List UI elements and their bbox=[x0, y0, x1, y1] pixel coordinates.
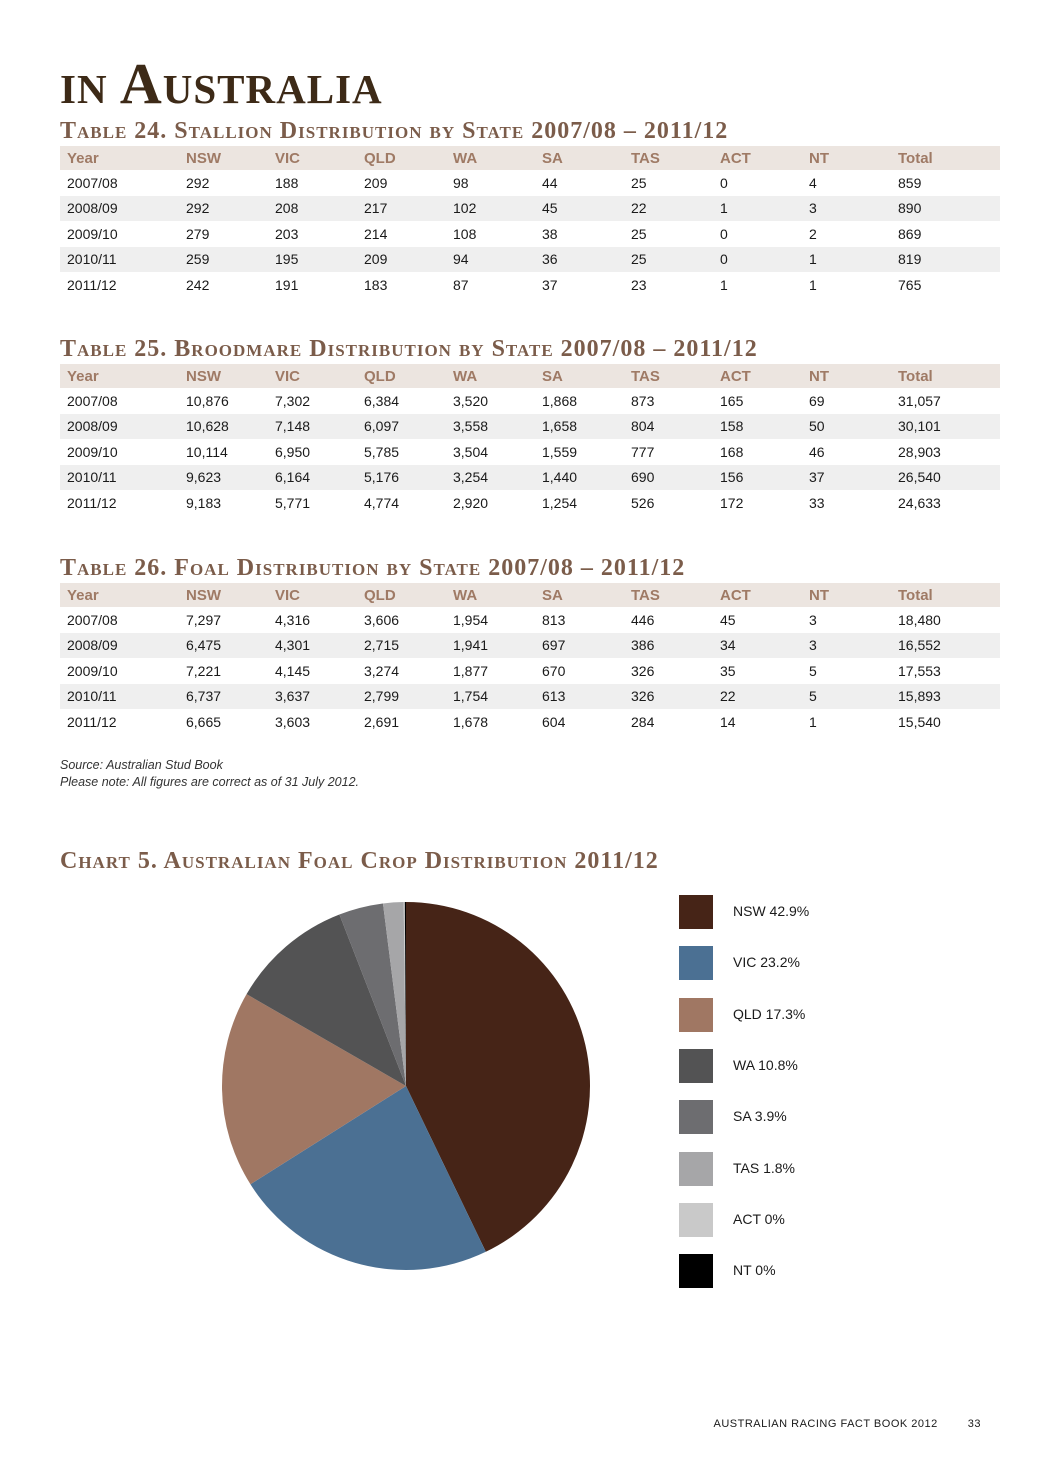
table-row bbox=[60, 607, 1000, 633]
cell-wa: 94 bbox=[446, 247, 535, 273]
table-header-row bbox=[60, 146, 1000, 170]
cell-nt: 50 bbox=[802, 414, 891, 440]
cell-nsw: 242 bbox=[186, 276, 210, 293]
column-header-wa: WA bbox=[446, 364, 535, 388]
table-row bbox=[60, 658, 1000, 684]
cell-tas: 25 bbox=[631, 174, 647, 191]
legend-swatch bbox=[679, 1100, 713, 1134]
cell-act: 1 bbox=[720, 276, 728, 293]
table-row bbox=[60, 247, 1000, 273]
cell-qld: 183 bbox=[364, 276, 388, 293]
stallion-table bbox=[60, 146, 1000, 298]
cell-tas: 326 bbox=[624, 684, 713, 710]
legend-item-tas bbox=[679, 1152, 879, 1186]
cell-act: 45 bbox=[720, 611, 736, 628]
legend-label: NSW 42.9% bbox=[733, 903, 810, 919]
cell-sa: 44 bbox=[542, 174, 558, 191]
cell-year: 2007/08 bbox=[67, 174, 118, 191]
table-24-section bbox=[60, 116, 980, 298]
cell-qld: 5,176 bbox=[357, 465, 446, 491]
cell-qld: 2,715 bbox=[357, 633, 446, 659]
broodmare-table bbox=[60, 364, 1000, 516]
cell-year: 2010/11 bbox=[60, 684, 179, 710]
column-header-tas: TAS bbox=[624, 583, 713, 607]
publication-name: AUSTRALIAN RACING FACT BOOK 2012 bbox=[713, 1418, 938, 1430]
cell-sa: 36 bbox=[535, 247, 624, 273]
column-header-act: ACT bbox=[713, 146, 802, 170]
column-header-nsw: NSW bbox=[179, 364, 268, 388]
legend-label: NT 0% bbox=[733, 1262, 776, 1279]
cell-nsw: 10,628 bbox=[179, 414, 268, 440]
cell-year: 2010/11 bbox=[60, 247, 179, 273]
table-row bbox=[60, 272, 1000, 298]
table-row bbox=[60, 170, 1000, 196]
cell-qld: 6,097 bbox=[357, 414, 446, 440]
legend-item-act bbox=[679, 1203, 879, 1237]
legend-item-qld bbox=[679, 998, 879, 1032]
cell-wa: 98 bbox=[453, 174, 469, 191]
column-header-sa: SA bbox=[535, 583, 624, 607]
cell-vic: 188 bbox=[275, 174, 299, 191]
cell-nt: 5 bbox=[802, 684, 891, 710]
column-header-qld: QLD bbox=[357, 146, 446, 170]
cell-sa: 37 bbox=[542, 276, 558, 293]
cell-total: 15,893 bbox=[891, 684, 1000, 710]
cell-nsw: 10,876 bbox=[186, 392, 229, 409]
cell-sa: 1,559 bbox=[542, 443, 578, 460]
column-header-total: Total bbox=[891, 364, 1000, 388]
cell-vic: 195 bbox=[268, 247, 357, 273]
cell-qld: 209 bbox=[357, 247, 446, 273]
column-header-year: Year bbox=[60, 364, 179, 388]
cell-nsw: 292 bbox=[186, 174, 210, 191]
cell-total: 30,101 bbox=[891, 414, 1000, 440]
table-25-title: Table 25. Broodmare Distribution by State 2007/08 – 2011/12 bbox=[60, 336, 758, 362]
cell-tas: 804 bbox=[624, 414, 713, 440]
legend-label: VIC 23.2% bbox=[733, 954, 800, 971]
cell-year: 2007/08 bbox=[67, 392, 118, 409]
legend-item-nt bbox=[679, 1254, 879, 1288]
cell-qld: 5,785 bbox=[364, 443, 400, 460]
accuracy-note: Please note: All figures are correct as of 31 July 2012. bbox=[60, 775, 360, 789]
legend-swatch bbox=[679, 946, 713, 980]
legend-swatch bbox=[679, 998, 713, 1032]
cell-vic: 203 bbox=[275, 225, 299, 242]
table-row bbox=[60, 439, 1000, 465]
cell-nsw: 9,623 bbox=[179, 465, 268, 491]
cell-tas: 526 bbox=[631, 494, 655, 511]
cell-qld: 217 bbox=[357, 196, 446, 222]
cell-qld: 3,606 bbox=[364, 611, 400, 628]
column-header-vic: VIC bbox=[268, 146, 357, 170]
cell-nsw: 292 bbox=[179, 196, 268, 222]
cell-total: 890 bbox=[891, 196, 1000, 222]
column-header-tas: TAS bbox=[624, 146, 713, 170]
cell-vic: 7,302 bbox=[275, 392, 311, 409]
column-header-sa: SA bbox=[535, 364, 624, 388]
source-note: Source: Australian Stud Book bbox=[60, 758, 223, 772]
cell-qld: 6,384 bbox=[364, 392, 400, 409]
cell-nsw: 7,221 bbox=[186, 662, 222, 679]
cell-act: 35 bbox=[720, 662, 736, 679]
cell-sa: 670 bbox=[542, 662, 566, 679]
cell-year: 2008/09 bbox=[60, 196, 179, 222]
cell-nt: 1 bbox=[809, 276, 817, 293]
cell-qld: 4,774 bbox=[364, 494, 400, 511]
cell-wa: 3,520 bbox=[453, 392, 489, 409]
table-row bbox=[60, 490, 1000, 516]
legend-swatch bbox=[679, 895, 713, 929]
cell-qld: 209 bbox=[364, 174, 388, 191]
column-header-nt: NT bbox=[802, 146, 891, 170]
cell-act: 172 bbox=[720, 494, 744, 511]
cell-wa: 1,678 bbox=[453, 713, 489, 730]
cell-vic: 208 bbox=[268, 196, 357, 222]
cell-act: 1 bbox=[713, 196, 802, 222]
cell-sa: 1,440 bbox=[535, 465, 624, 491]
cell-year: 2007/08 bbox=[67, 611, 118, 628]
cell-vic: 3,603 bbox=[275, 713, 311, 730]
legend-swatch bbox=[679, 1049, 713, 1083]
cell-wa: 1,754 bbox=[446, 684, 535, 710]
cell-act: 14 bbox=[720, 713, 736, 730]
table-24-title: Table 24. Stallion Distribution by State 2007/08 – 2011/12 bbox=[60, 118, 729, 144]
cell-wa: 1,877 bbox=[453, 662, 489, 679]
cell-nt: 3 bbox=[802, 196, 891, 222]
cell-vic: 7,148 bbox=[268, 414, 357, 440]
page-footer bbox=[714, 1418, 982, 1430]
cell-total: 16,552 bbox=[891, 633, 1000, 659]
cell-total: 17,553 bbox=[898, 662, 941, 679]
cell-year: 2009/10 bbox=[67, 443, 118, 460]
legend-swatch bbox=[679, 1152, 713, 1186]
cell-total: 859 bbox=[898, 174, 922, 191]
cell-vic: 4,145 bbox=[275, 662, 311, 679]
cell-tas: 777 bbox=[631, 443, 655, 460]
column-header-nsw: NSW bbox=[179, 146, 268, 170]
cell-wa: 1,941 bbox=[446, 633, 535, 659]
cell-year: 2011/12 bbox=[67, 494, 117, 511]
legend-label: QLD 17.3% bbox=[733, 1005, 806, 1022]
cell-vic: 6,950 bbox=[275, 443, 311, 460]
table-row bbox=[60, 388, 1000, 414]
cell-year: 2008/09 bbox=[60, 633, 179, 659]
table-row bbox=[60, 221, 1000, 247]
cell-year: 2011/12 bbox=[67, 276, 117, 293]
cell-wa: 3,254 bbox=[446, 465, 535, 491]
cell-nt: 1 bbox=[802, 247, 891, 273]
cell-nsw: 9,183 bbox=[186, 494, 222, 511]
table-row bbox=[60, 196, 1000, 222]
cell-nsw: 7,297 bbox=[186, 611, 222, 628]
cell-tas: 386 bbox=[624, 633, 713, 659]
cell-total: 31,057 bbox=[898, 392, 941, 409]
cell-year: 2009/10 bbox=[67, 225, 118, 242]
cell-qld: 2,799 bbox=[357, 684, 446, 710]
column-header-act: ACT bbox=[713, 364, 802, 388]
legend-label: SA 3.9% bbox=[733, 1108, 787, 1125]
cell-year: 2011/12 bbox=[67, 713, 117, 730]
table-row bbox=[60, 684, 1000, 710]
cell-wa: 3,504 bbox=[453, 443, 489, 460]
legend-swatch bbox=[679, 1203, 713, 1237]
cell-nt: 2 bbox=[809, 225, 817, 242]
cell-act: 0 bbox=[720, 174, 728, 191]
cell-nt: 46 bbox=[809, 443, 825, 460]
cell-total: 28,903 bbox=[898, 443, 941, 460]
cell-total: 765 bbox=[898, 276, 922, 293]
cell-qld: 214 bbox=[364, 225, 388, 242]
cell-nt: 1 bbox=[809, 713, 817, 730]
cell-wa: 2,920 bbox=[453, 494, 489, 511]
cell-wa: 102 bbox=[446, 196, 535, 222]
cell-year: 2008/09 bbox=[60, 414, 179, 440]
cell-year: 2010/11 bbox=[60, 465, 179, 491]
cell-nt: 4 bbox=[809, 174, 817, 191]
cell-nt: 33 bbox=[809, 494, 825, 511]
legend-label: TAS 1.8% bbox=[733, 1159, 795, 1176]
cell-wa: 108 bbox=[453, 225, 477, 242]
cell-sa: 613 bbox=[535, 684, 624, 710]
page-title: in Australia bbox=[60, 51, 383, 116]
cell-tas: 25 bbox=[624, 247, 713, 273]
cell-wa: 1,954 bbox=[453, 611, 489, 628]
table-notes bbox=[60, 757, 359, 791]
cell-nsw: 6,475 bbox=[179, 633, 268, 659]
cell-act: 158 bbox=[713, 414, 802, 440]
column-header-year: Year bbox=[60, 146, 179, 170]
column-header-sa: SA bbox=[535, 146, 624, 170]
cell-tas: 446 bbox=[631, 611, 655, 628]
cell-vic: 5,771 bbox=[275, 494, 311, 511]
column-header-qld: QLD bbox=[357, 583, 446, 607]
cell-sa: 813 bbox=[542, 611, 566, 628]
column-header-total: Total bbox=[891, 583, 1000, 607]
cell-qld: 3,274 bbox=[364, 662, 400, 679]
cell-nsw: 279 bbox=[186, 225, 210, 242]
cell-total: 819 bbox=[891, 247, 1000, 273]
table-25-section bbox=[60, 334, 980, 516]
cell-sa: 45 bbox=[535, 196, 624, 222]
table-row bbox=[60, 414, 1000, 440]
cell-nt: 3 bbox=[802, 633, 891, 659]
cell-nt: 5 bbox=[809, 662, 817, 679]
cell-wa: 3,558 bbox=[446, 414, 535, 440]
legend-label: ACT 0% bbox=[733, 1210, 785, 1227]
table-row bbox=[60, 465, 1000, 491]
column-header-nsw: NSW bbox=[179, 583, 268, 607]
table-26-title: Table 26. Foal Distribution by State 2007/08 – 2011/12 bbox=[60, 555, 686, 581]
cell-qld: 2,691 bbox=[364, 713, 400, 730]
cell-sa: 1,868 bbox=[542, 392, 578, 409]
cell-total: 869 bbox=[898, 225, 922, 242]
column-header-act: ACT bbox=[713, 583, 802, 607]
column-header-nt: NT bbox=[802, 583, 891, 607]
cell-total: 24,633 bbox=[898, 494, 941, 511]
legend-item-vic bbox=[679, 946, 879, 980]
column-header-nt: NT bbox=[802, 364, 891, 388]
cell-wa: 87 bbox=[453, 276, 469, 293]
cell-tas: 873 bbox=[631, 392, 655, 409]
column-header-wa: WA bbox=[446, 146, 535, 170]
page-number: 33 bbox=[967, 1418, 981, 1430]
column-header-vic: VIC bbox=[268, 364, 357, 388]
legend-label: WA 10.8% bbox=[733, 1056, 798, 1073]
cell-act: 168 bbox=[720, 443, 744, 460]
cell-vic: 6,164 bbox=[268, 465, 357, 491]
cell-act: 0 bbox=[720, 225, 728, 242]
cell-act: 156 bbox=[713, 465, 802, 491]
column-header-qld: QLD bbox=[357, 364, 446, 388]
cell-act: 34 bbox=[713, 633, 802, 659]
table-26-section bbox=[60, 553, 980, 735]
cell-sa: 38 bbox=[542, 225, 558, 242]
column-header-tas: TAS bbox=[624, 364, 713, 388]
cell-tas: 22 bbox=[624, 196, 713, 222]
foal-crop-pie-chart bbox=[210, 890, 602, 1282]
cell-sa: 604 bbox=[542, 713, 566, 730]
cell-tas: 25 bbox=[631, 225, 647, 242]
foal-table bbox=[60, 583, 1000, 735]
cell-act: 0 bbox=[713, 247, 802, 273]
cell-tas: 23 bbox=[631, 276, 647, 293]
table-row bbox=[60, 633, 1000, 659]
legend-swatch bbox=[679, 1254, 713, 1288]
cell-tas: 284 bbox=[631, 713, 655, 730]
table-header-row bbox=[60, 583, 1000, 607]
cell-vic: 4,316 bbox=[275, 611, 311, 628]
legend-item-nsw bbox=[679, 895, 879, 929]
cell-total: 18,480 bbox=[898, 611, 941, 628]
cell-year: 2009/10 bbox=[67, 662, 118, 679]
cell-nt: 3 bbox=[809, 611, 817, 628]
chart-5-section bbox=[60, 846, 980, 876]
legend-item-sa bbox=[679, 1100, 879, 1134]
legend-item-wa bbox=[679, 1049, 879, 1083]
cell-vic: 191 bbox=[275, 276, 299, 293]
cell-tas: 690 bbox=[624, 465, 713, 491]
cell-nt: 69 bbox=[809, 392, 825, 409]
cell-total: 15,540 bbox=[898, 713, 941, 730]
column-header-wa: WA bbox=[446, 583, 535, 607]
cell-sa: 697 bbox=[535, 633, 624, 659]
cell-act: 165 bbox=[720, 392, 744, 409]
cell-nt: 37 bbox=[802, 465, 891, 491]
cell-sa: 1,658 bbox=[535, 414, 624, 440]
cell-nsw: 259 bbox=[179, 247, 268, 273]
column-header-vic: VIC bbox=[268, 583, 357, 607]
cell-tas: 326 bbox=[631, 662, 655, 679]
cell-nsw: 10,114 bbox=[186, 443, 228, 460]
cell-total: 26,540 bbox=[891, 465, 1000, 491]
cell-act: 22 bbox=[713, 684, 802, 710]
chart-5-title: Chart 5. Australian Foal Crop Distribution 2011/12 bbox=[60, 848, 659, 874]
cell-vic: 3,637 bbox=[268, 684, 357, 710]
column-header-year: Year bbox=[60, 583, 179, 607]
table-header-row bbox=[60, 364, 1000, 388]
cell-sa: 1,254 bbox=[542, 494, 578, 511]
column-header-total: Total bbox=[891, 146, 1000, 170]
table-row bbox=[60, 709, 1000, 735]
cell-vic: 4,301 bbox=[268, 633, 357, 659]
cell-nsw: 6,737 bbox=[179, 684, 268, 710]
cell-nsw: 6,665 bbox=[186, 713, 222, 730]
